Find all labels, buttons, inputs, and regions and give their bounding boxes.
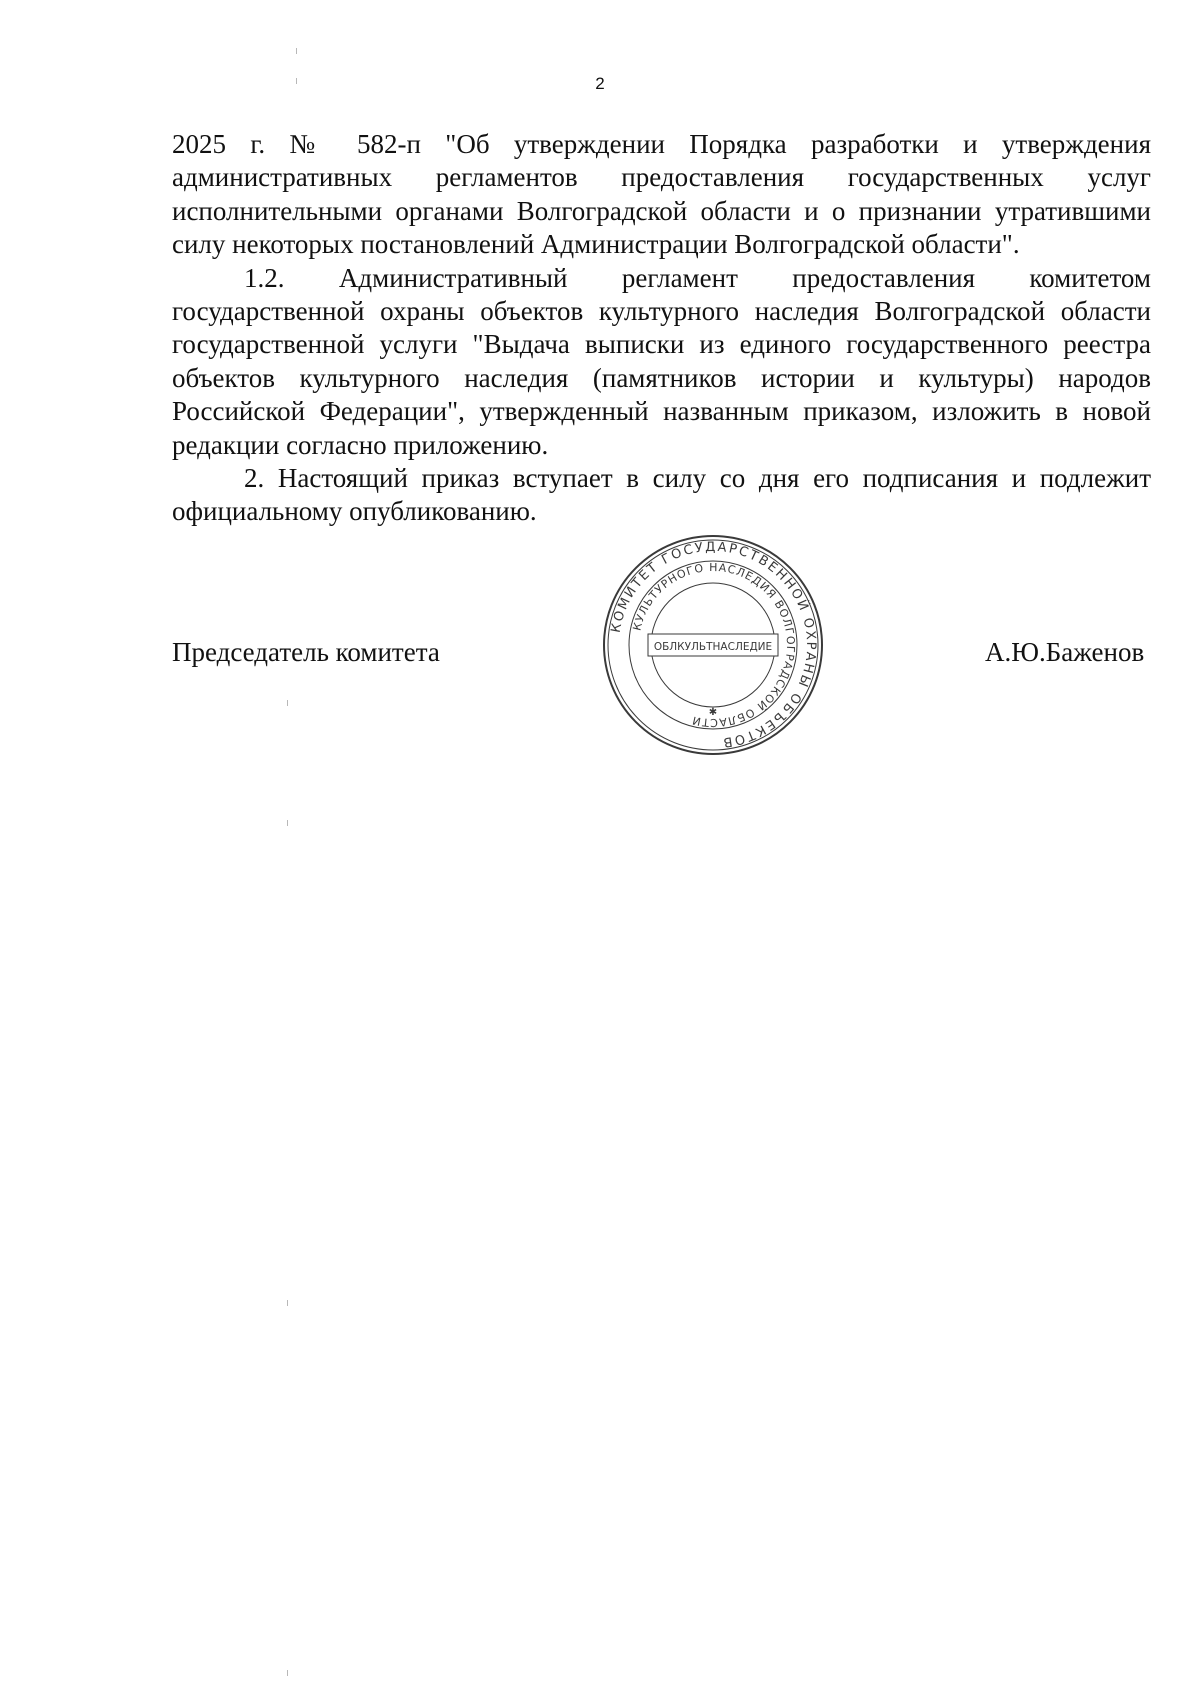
scan-speck (296, 48, 297, 54)
scan-speck (287, 820, 288, 826)
document-body (172, 128, 1151, 529)
seal-inner-text: КУЛЬТУРНОГО НАСЛЕДИЯ ВОЛГОГРАДСКОЙ ОБЛАСТИ (630, 560, 798, 730)
signature-position-title: Председатель комитета (172, 637, 440, 667)
signer-name: А.Ю.Баженов (985, 637, 1145, 667)
seal-outer-text: КОМИТЕТ ГОСУДАРСТВЕННОЙ ОХРАНЫ ОБЪЕКТОВ (608, 539, 819, 750)
scan-speck (287, 1300, 288, 1306)
scan-speck (287, 700, 288, 706)
official-seal (600, 532, 826, 758)
page-number: 2 (595, 74, 605, 93)
paragraph-item-2: 2. Настоящий приказ вступает в силу со дня его подписания и подлежит официальному опубликованию. (172, 463, 1151, 527)
scan-speck (296, 78, 297, 84)
scan-speck (287, 1670, 288, 1676)
seal-star-icon: ✱ (708, 707, 718, 718)
paragraph-item-1-2: 1.2. Административный регламент предоставления комитетом государственной охраны объектов культурного наследия Волгоградской области государственной услуги "Выдача выписки из единого государственного реестра объектов культурного наследия (памятников истории и культуры) народов Российской Федерации", утвержденный названным приказом, изложить в новой редакции согласно приложению. (172, 262, 1151, 460)
paragraph-continuation: 2025 г. № 582-п "Об утверждении Порядка разработки и утверждения административных регламентов предоставления государственных услуг исполнительными органами Волгоградской области и о признании утратившими силу некоторых постановлений Администрации Волгоградской области". (172, 129, 1151, 260)
seal-center-text: ОБЛКУЛЬТНАСЛЕДИЕ (653, 641, 773, 653)
